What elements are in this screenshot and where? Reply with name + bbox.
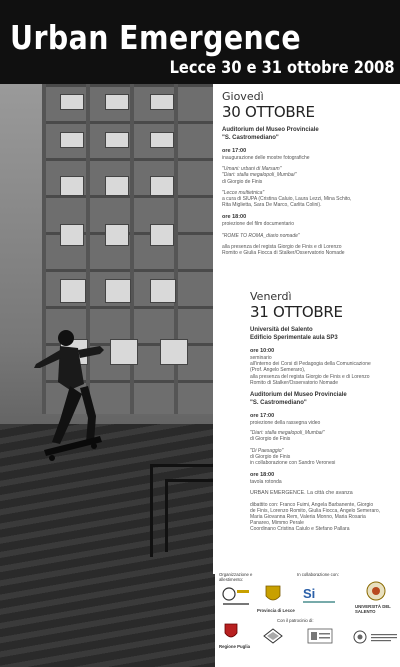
day1-time1: ore 17:00 (222, 148, 247, 154)
window (60, 224, 84, 246)
day2-date: 31 OTTOBRE (250, 303, 343, 321)
window (150, 132, 174, 148)
day1-section (222, 90, 394, 256)
roundtable-title: URBAN EMERGENCE. La città che avanza (250, 490, 353, 497)
day1-item7: "ROME TO ROMA_diario nomade" (222, 232, 300, 239)
day2-line1: all'interno dei Corsi di Pedagogia della Comunicazione (250, 361, 371, 368)
window (105, 176, 129, 196)
provincia-label: Provincia di Lecce (257, 608, 295, 613)
institute-logo-icon (307, 628, 333, 644)
header-banner (0, 0, 400, 84)
municipality-seal-icon (353, 630, 367, 644)
window (150, 176, 174, 196)
day2-venue: Università del Salento (250, 327, 313, 333)
day2-item5: in collaborazione con Sandro Veronesi (250, 460, 336, 467)
university-seal-icon (365, 580, 387, 602)
collab-label: In collaborazione con: (297, 572, 339, 577)
day2-line3: alla presenza del regista Giorgio de Finis e di Lorenzo (250, 373, 370, 380)
roundtable-line5: Coordinano Cristina Caiulo e Stefano Pallara (250, 526, 350, 533)
day2-venue2: Auditorium del Museo Provinciale (250, 392, 347, 399)
day2-text2: proiezione della rassegna video (250, 420, 321, 427)
regione-crest-icon (223, 622, 239, 642)
day1-time2: ore 18:00 (222, 214, 247, 221)
day2-weekday: Venerdì (250, 290, 292, 303)
window (150, 279, 176, 303)
roundtable-line3: Maria Giovanna Rem, Valeria Monno, Maria Rosaria (250, 514, 366, 521)
day1-venue-name: "S. Castromediano" (222, 134, 279, 141)
day2-item4: di Giorgio de Finis (250, 453, 291, 460)
window (150, 224, 174, 246)
day2-time3: ore 18:00 (250, 472, 275, 479)
day2-venue2-name: "S. Castromediano" (250, 399, 307, 406)
day1-item1: "Umani: urbani di Marsam" (222, 166, 282, 173)
svg-text:Si: Si (303, 586, 316, 601)
day2-time2: ore 17:00 (250, 413, 275, 420)
regione-label: Regione Puglia (219, 644, 251, 649)
window (105, 94, 129, 110)
day2-item2: di Giorgio de Finis (250, 436, 291, 443)
day2-venue-room: Edificio Sperimentale aula SP3 (250, 334, 338, 341)
window (160, 339, 188, 365)
day1-weekday: Giovedì (222, 90, 264, 103)
day1-date: 30 OTTOBRE (222, 103, 315, 121)
patron-label: Con il patrocinio di: (277, 618, 314, 623)
event-dates: Lecce 30 e 31 ottobre 2008 (169, 58, 394, 78)
org-label: Organizzazione e allestimento: (219, 572, 253, 582)
day2-time1: ore 10:00 (250, 348, 275, 354)
day1-venue: Auditorium del Museo Provinciale (222, 127, 319, 133)
day1-item9: Romito e Giulia Fiocca di Stalker/Osservatorio Nomade (222, 250, 345, 257)
day2-line4: Romito di Stalker/Osservatorio Nomade (250, 379, 339, 386)
skateboarder-photo (0, 84, 215, 667)
window (60, 94, 84, 110)
day2-item1: "Diari: stalla megalopoli_Mumbai" (250, 430, 325, 437)
day2-item3: "Di Paesaggio" (250, 447, 284, 454)
skater-silhouette (30, 324, 110, 474)
window (60, 132, 84, 148)
day1-item3: di Giorgio de Finis (222, 178, 263, 185)
window (105, 279, 131, 303)
patron-logo-icon (263, 628, 283, 644)
studio-logo-icon (221, 586, 251, 608)
window (60, 176, 84, 196)
window (150, 94, 174, 110)
day2-text1: seminario (250, 355, 272, 361)
window (110, 339, 138, 365)
day2-line2: (Prof. Angelo Semeraro), (250, 367, 306, 374)
railing (165, 479, 215, 552)
day1-text1: inaugurazione delle mostre fotografiche (222, 155, 310, 161)
roundtable-line2: de Finis, Lorenzo Romito, Giulia Fiocca, Angelo Semeraro, (250, 507, 381, 514)
sponsors-footer (215, 570, 400, 667)
day2-section (250, 290, 395, 533)
roundtable-line1: dibattito con: Franco Fuimi, Angela Barbanente, Giorgio (250, 501, 374, 508)
department-logo-icon (371, 630, 397, 644)
day2-text3: tavola rotonda (250, 479, 282, 486)
day1-text2: proiezione del film documentario (222, 221, 294, 228)
day1-item4: "Lecce multietnica" (222, 189, 265, 196)
siufa-logo-icon (301, 584, 337, 606)
provincia-crest-icon (263, 584, 283, 606)
day1-item5: a cura di SIUPA (Cristina Caluio, Laura Lezzi, Mina Schito, (222, 196, 352, 203)
roundtable-line4: Panareo, Mimmo Perale (250, 520, 304, 527)
university-label: UNIVERSITÀ DEL SALENTO (355, 604, 391, 614)
window (60, 279, 86, 303)
window (105, 224, 129, 246)
day1-item2: "Diari: stalla megalopoli_Mumbai" (222, 172, 297, 179)
day1-item6: Rita Miglietta, Sara De Marco, Carlita Colini). (222, 202, 322, 209)
window (105, 132, 129, 148)
event-title: Urban Emergence (10, 18, 302, 57)
day1-item8: alla presenza del regista Giorgio de Finis e di Lorenzo (222, 243, 342, 250)
